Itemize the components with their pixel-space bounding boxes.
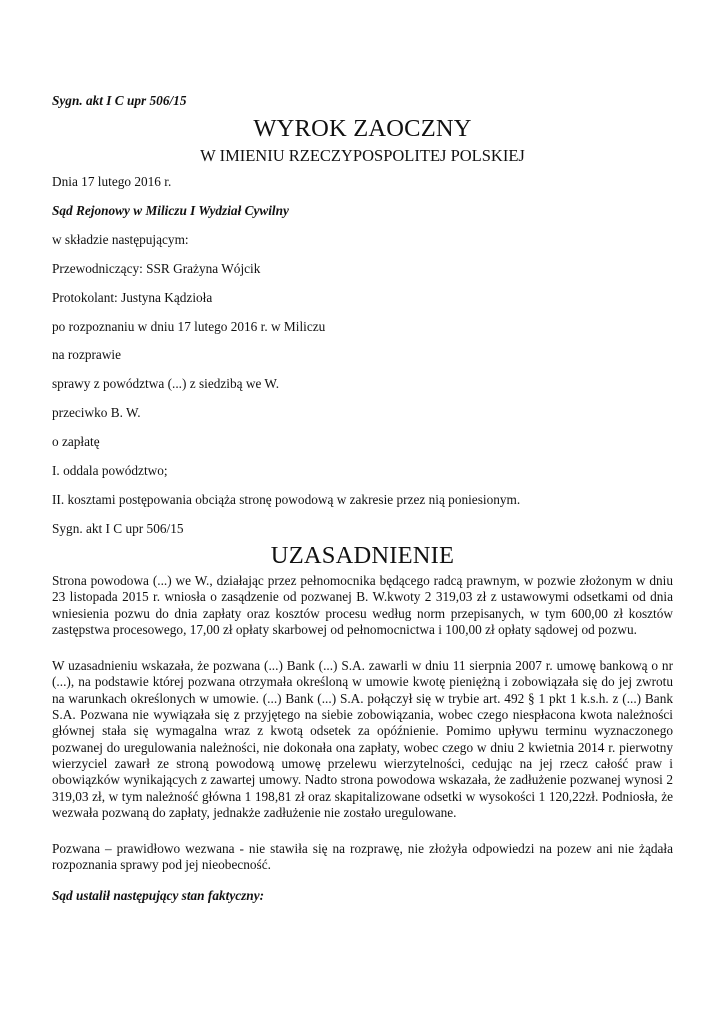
presiding-judge: Przewodniczący: SSR Grażyna Wójcik <box>52 261 261 276</box>
facts-heading: Sąd ustalił następujący stan faktyczny: <box>52 888 265 903</box>
session-type: na rozprawie <box>52 347 122 362</box>
court-clerk: Protokolant: Justyna Kądzioła <box>52 290 213 305</box>
ruling-item: I. oddala powództwo; <box>52 463 168 478</box>
justification-paragraph <box>52 658 673 821</box>
paragraph-text: W uzasadnieniu wskazała, że pozwana (...) Bank (...) S.A. zawarli w dniu 11 sierpnia 2007 r. umowę bankową o nr (...), na podstawie której pozwana otrzymała określoną w umowie kwotę pieniężną i zobowiązała się do jej zwrotu na warunkach określonych w umowie. (...) Bank (...) S.A. połączył się w trybie art. 492 § 1 pkt 1 k.s.h. z (...) Bank S.A. Pozwana nie wywiązała się z przyjętego na siebie zobowiązania, wobec czego niespłacona kwota należności głównej stała się wymagalna wraz z kwotą odsetek za opóźnienie. Pomimo upływu terminu wyznaczonego pozwanej do uregulowania należności, nie dokonała ona zapłaty, wobec czego w dniu 2 kwietnia 2014 r. pierwotny wierzyciel zawarł ze stroną powodową umowę przelewu wierzytelności, cedując na jej rzecz całość praw i obowiązków wynikających z zawartej umowy. Nadto strona powodowa wskazała, że zadłużenie pozwanej wynosi 2 319,03 zł, w tym należność główna 1 198,81 zł oraz skapitalizowane odsetki w wysokości 1 120,22zł. Podniosła, że wezwała pozwaną do zapłaty, jednakże zadłużenie nie zostało uregulowane. <box>52 658 673 821</box>
court-name: Sąd Rejonowy w Miliczu I Wydział Cywilny <box>52 203 289 218</box>
case-subject: o zapłatę <box>52 434 100 449</box>
case-signature-bottom: Sygn. akt I C upr 506/15 <box>52 521 184 536</box>
plaintiff-line: sprawy z powództwa (...) z siedzibą we W. <box>52 376 280 391</box>
justification-paragraph <box>52 573 673 638</box>
justification-heading: UZASADNIENIE <box>270 542 455 569</box>
judgment-subtitle: W IMIENIU RZECZYPOSPOLITEJ POLSKIEJ <box>200 146 525 165</box>
defendant-line: przeciwko B. W. <box>52 405 141 420</box>
judgment-title: WYROK ZAOCZNY <box>253 115 472 142</box>
paragraph-text: Pozwana – prawidłowo wezwana - nie stawiła się na rozprawę, nie złożyła odpowiedzi na pozew ani nie żądała rozpoznania sprawy pod jej nieobecność. <box>52 841 673 873</box>
justification-paragraph <box>52 841 673 874</box>
hearing-info: po rozpoznaniu w dniu 17 lutego 2016 r. w Miliczu <box>52 319 326 334</box>
ruling-item: II. kosztami postępowania obciąża stronę powodową w zakresie przez nią poniesionym. <box>52 492 521 507</box>
paragraph-text: Strona powodowa (...) we W., działając przez pełnomocnika będącego radcą prawnym, w pozwie złożonym w dniu 23 listopada 2015 r. wniosła o zasądzenie od pozwanej B. W.kwoty 2 319,03 zł z ustawowymi odsetkami od dnia wniesienia pozwu do dnia zapłaty oraz kosztów procesu według norm przepisanych, w tym 600,00 zł kosztów zastępstwa procesowego, 17,00 zł opłaty skarbowej od pełnomocnictwa i 100,00 zł opłaty sądowej od pozwu. <box>52 573 673 638</box>
composition-intro: w składzie następującym: <box>52 232 189 247</box>
case-signature-top: Sygn. akt I C upr 506/15 <box>52 93 187 108</box>
judgment-date: Dnia 17 lutego 2016 r. <box>52 174 172 189</box>
